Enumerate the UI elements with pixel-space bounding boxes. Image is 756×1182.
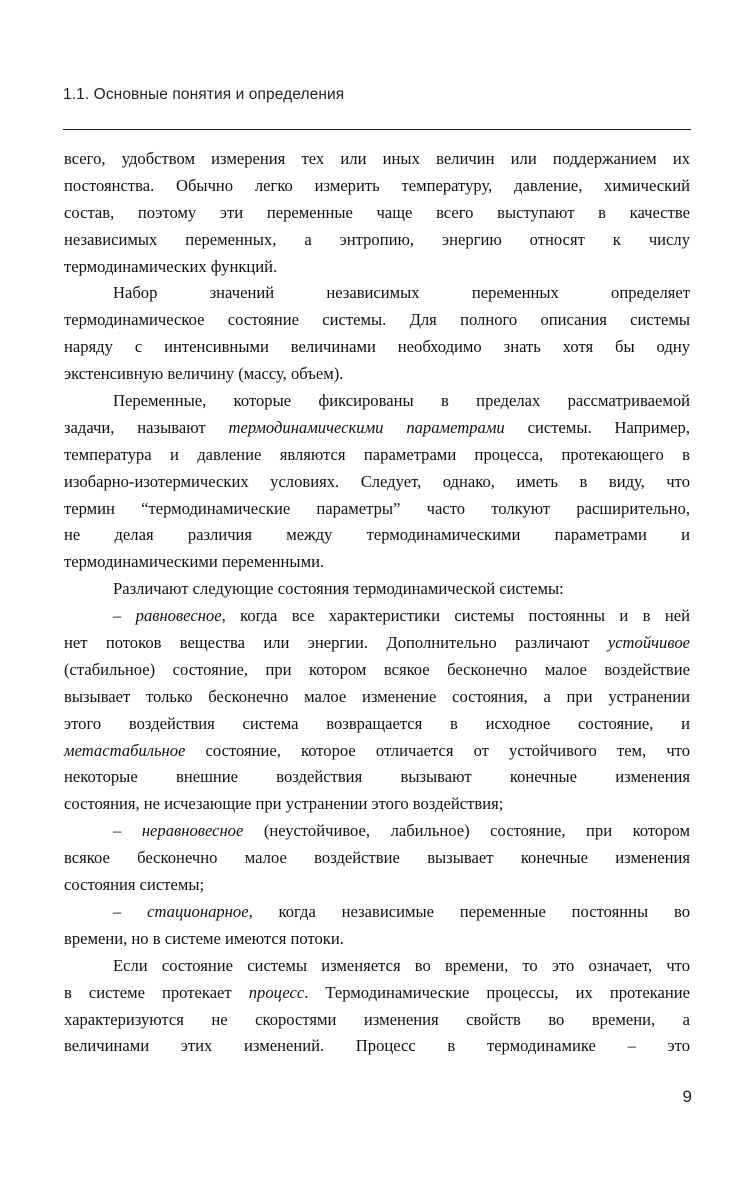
text-line <box>64 173 690 200</box>
text-line <box>64 630 690 657</box>
page-number: 9 <box>682 1087 692 1106</box>
text-segment: термодинамических функций. <box>64 256 278 276</box>
text-line <box>64 1007 690 1034</box>
text-line <box>64 738 690 765</box>
text-segment: состояние, которое отличается от устойчивого тем, что <box>185 740 690 760</box>
text-segment: состояния системы; <box>64 875 205 895</box>
text-segment: , когда все характеристики системы постоянны и в ней <box>221 606 690 626</box>
text-segment: наряду с интенсивными величинами необходимо знать хотя бы одну <box>64 337 690 357</box>
text-segment: величинами этих изменений. Процесс в термодинамике – это <box>64 1036 690 1056</box>
text-segment: термодинамическое состояние системы. Для полного описания системы <box>64 310 690 330</box>
italic-term: равновесное <box>135 606 222 626</box>
text-line <box>64 872 690 899</box>
text-line <box>64 254 690 281</box>
italic-term: процесс <box>248 982 305 1002</box>
text-segment: изобарно-изотермических условиях. Следует, однако, иметь в виду, что <box>64 471 690 491</box>
text-segment: . Термодинамические процессы, их протекание <box>304 982 690 1002</box>
text-segment: Различают следующие состояния термодинамической системы: <box>113 579 564 599</box>
text-segment: Набор значений независимых переменных определяет <box>113 283 690 303</box>
text-segment: системы. Например, <box>504 417 690 437</box>
text-line <box>64 657 690 684</box>
text-segment: (неустойчивое, лабильное) состояние, при котором <box>243 821 690 841</box>
text-segment: (стабильное) состояние, при котором всякое бесконечно малое воздействие <box>64 659 690 679</box>
text-line <box>64 307 690 334</box>
text-line <box>64 953 690 980</box>
italic-term: неравновесное <box>141 821 244 841</box>
text-segment: времени, но в системе имеются потоки. <box>64 928 344 948</box>
text-line <box>64 926 690 953</box>
text-segment: характеризуются не скоростями изменения свойств во времени, а <box>64 1009 690 1029</box>
text-segment: независимых переменных, а энтропию, энергию относят к числу <box>64 229 690 249</box>
text-segment: , когда независимые переменные постоянны во <box>248 901 690 921</box>
text-line <box>64 200 690 227</box>
text-line <box>64 549 690 576</box>
text-segment: состояния, не исчезающие при устранении этого воздействия; <box>64 794 504 814</box>
text-line <box>64 791 690 818</box>
text-segment: температура и давление являются параметрами процесса, протекающего в <box>64 444 690 464</box>
text-segment: в системе протекает <box>64 982 249 1002</box>
italic-term: термодинамическими параметрами <box>228 417 505 437</box>
text-segment: термодинамическими переменными. <box>64 552 325 572</box>
text-line <box>64 388 690 415</box>
text-segment: не делая различия между термодинамическими параметрами и <box>64 525 690 545</box>
text-segment: всего, удобством измерения тех или иных величин или поддержанием их <box>64 149 690 168</box>
italic-term: стационарное <box>147 901 249 921</box>
text-segment: Если состояние системы изменяется во времени, то это означает, что <box>113 955 690 975</box>
text-segment: некоторые внешние воздействия вызывают конечные изменения <box>64 767 690 787</box>
text-line <box>64 280 690 307</box>
text-line <box>64 522 690 549</box>
text-line <box>64 442 690 469</box>
text-line <box>64 603 690 630</box>
text-line <box>64 576 690 603</box>
text-line <box>64 1033 690 1060</box>
text-line <box>64 845 690 872</box>
text-line <box>64 415 690 442</box>
text-segment: – <box>113 901 148 921</box>
text-line <box>64 469 690 496</box>
text-line <box>64 899 690 926</box>
body-text <box>64 146 690 1060</box>
text-line <box>64 711 690 738</box>
text-line <box>64 496 690 523</box>
text-segment: состав, поэтому эти переменные чаще всего выступают в качестве <box>64 202 690 222</box>
italic-term: устойчивое <box>607 633 690 653</box>
text-segment: постоянства. Обычно легко измерить температуру, давление, химический <box>64 175 690 195</box>
text-segment: экстенсивную величину (массу, объем). <box>64 364 344 384</box>
text-line <box>64 361 690 388</box>
text-segment: задачи, называют <box>64 417 229 437</box>
text-segment: – <box>113 821 142 841</box>
running-header: 1.1. Основные понятия и определения <box>63 86 345 103</box>
text-line <box>64 227 690 254</box>
text-line <box>64 684 690 711</box>
text-segment: термин “термодинамические параметры” часто толкуют расширительно, <box>64 498 690 518</box>
text-line <box>64 764 690 791</box>
italic-term: метастабильное <box>64 740 186 760</box>
text-segment: этого воздействия система возвращается в исходное состояние, и <box>64 713 690 733</box>
text-segment: нет потоков вещества или энергии. Дополнительно различают <box>64 633 608 653</box>
text-line <box>64 334 690 361</box>
text-segment: всякое бесконечно малое воздействие вызывает конечные изменения <box>64 848 690 868</box>
text-line <box>64 818 690 845</box>
text-segment: – <box>113 606 136 626</box>
text-segment: Переменные, которые фиксированы в пределах рассматриваемой <box>113 391 690 411</box>
header-rule <box>63 129 691 130</box>
text-line <box>64 146 690 173</box>
text-line <box>64 980 690 1007</box>
text-segment: вызывает только бесконечно малое изменение состояния, а при устранении <box>64 686 690 706</box>
